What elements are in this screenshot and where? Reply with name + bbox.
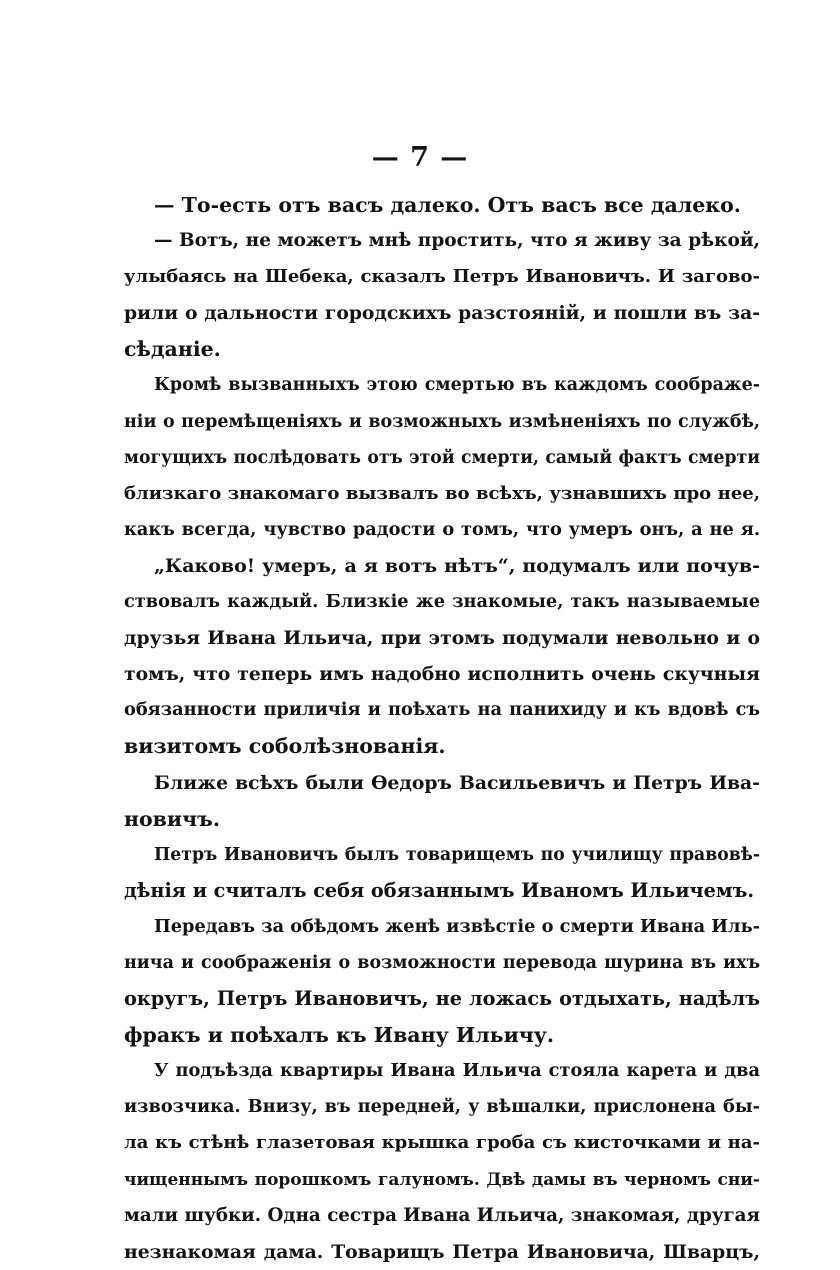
text-line: мали шубки. Одна сестра Ивана Ильича, знакомая, другая <box>124 1204 760 1226</box>
text-line: извозчика. Внизу, въ передней, у вѣшалки, прислонена бы- <box>124 1096 760 1118</box>
text-line: улыбаясь на Шебека, сказалъ Петръ Ивановичъ. И загово- <box>124 266 760 288</box>
text-line: нича и соображенія о возможности перевода шурина въ ихъ <box>124 952 760 973</box>
text-line: какъ всегда, чувство радости о томъ, что умеръ онъ, а не я. <box>124 518 760 540</box>
text-line: Кромѣ вызванныхъ этою смертью въ каждомъ соображе- <box>154 375 760 396</box>
text-line: округъ, Петръ Ивановичъ, не ложась отдыхать, надѣлъ <box>124 987 760 1011</box>
text-line: томъ, что теперь имъ надобно исполнить очень скучныя <box>124 663 760 686</box>
text-line: фракъ и поѣхалъ къ Ивану Ильичу. <box>124 1023 555 1048</box>
text-line: У подъѣзда квартиры Ивана Ильича стояла карета и два <box>154 1060 760 1082</box>
text-line: сѣданіе. <box>124 337 221 362</box>
text-line: ніи о перемѣщеніяхъ и возможныхъ измѣненіяхъ по службѣ, <box>124 411 760 432</box>
text-line: ствовалъ каждый. Близкіе же знакомые, такъ называемые <box>124 591 760 613</box>
text-line: Ближе всѣхъ были Ѳедоръ Васильевичъ и Петръ Ива- <box>154 771 760 794</box>
text-line: могущихъ послѣдовать отъ этой смерти, самый фактъ смерти <box>124 447 760 468</box>
page-number: — 7 — <box>371 142 469 173</box>
text-line: незнакомая дама. Товарищъ Петра Ивановича, Шварцъ, <box>124 1240 760 1263</box>
text-line: ла къ стѣнѣ глазетовая крышка гроба съ кисточками и на- <box>124 1132 760 1154</box>
text-line: дѣнія и считалъ себя обязаннымъ Иваномъ Ильичемъ. <box>124 878 755 902</box>
text-line: чищеннымъ порошкомъ галуномъ. Двѣ дамы въ черномъ сни- <box>124 1169 760 1190</box>
text-line: визитомъ соболѣзнованія. <box>124 734 446 759</box>
text-line: обязанности приличія и поѣхать на панихиду и къ вдовѣ съ <box>124 699 760 721</box>
text-line: рили о дальности городскихъ разстояній, и пошли въ за- <box>124 302 760 325</box>
text-line: близкаго знакомаго вызвалъ во всѣхъ, узнавшихъ про нее, <box>124 482 760 504</box>
text-line: Передавъ за обѣдомъ женѣ извѣстіе о смерти Ивана Иль- <box>154 915 760 937</box>
text-line: друзья Ивана Ильича, при этомъ подумали невольно и о <box>124 627 760 650</box>
text-line: — То-есть отъ васъ далеко. Отъ васъ все далеко. <box>154 193 741 217</box>
text-line: Петръ Ивановичъ былъ товарищемъ по училищу правовѣ- <box>154 844 760 865</box>
text-line: новичъ. <box>124 806 220 831</box>
page-text <box>124 187 760 1270</box>
text-line: — Вотъ, не можетъ мнѣ простить, что я живу за рѣкой, <box>154 230 760 252</box>
text-line: „Каково! умеръ, а я вотъ нѣтъ“, подумалъ или почув- <box>154 554 760 577</box>
